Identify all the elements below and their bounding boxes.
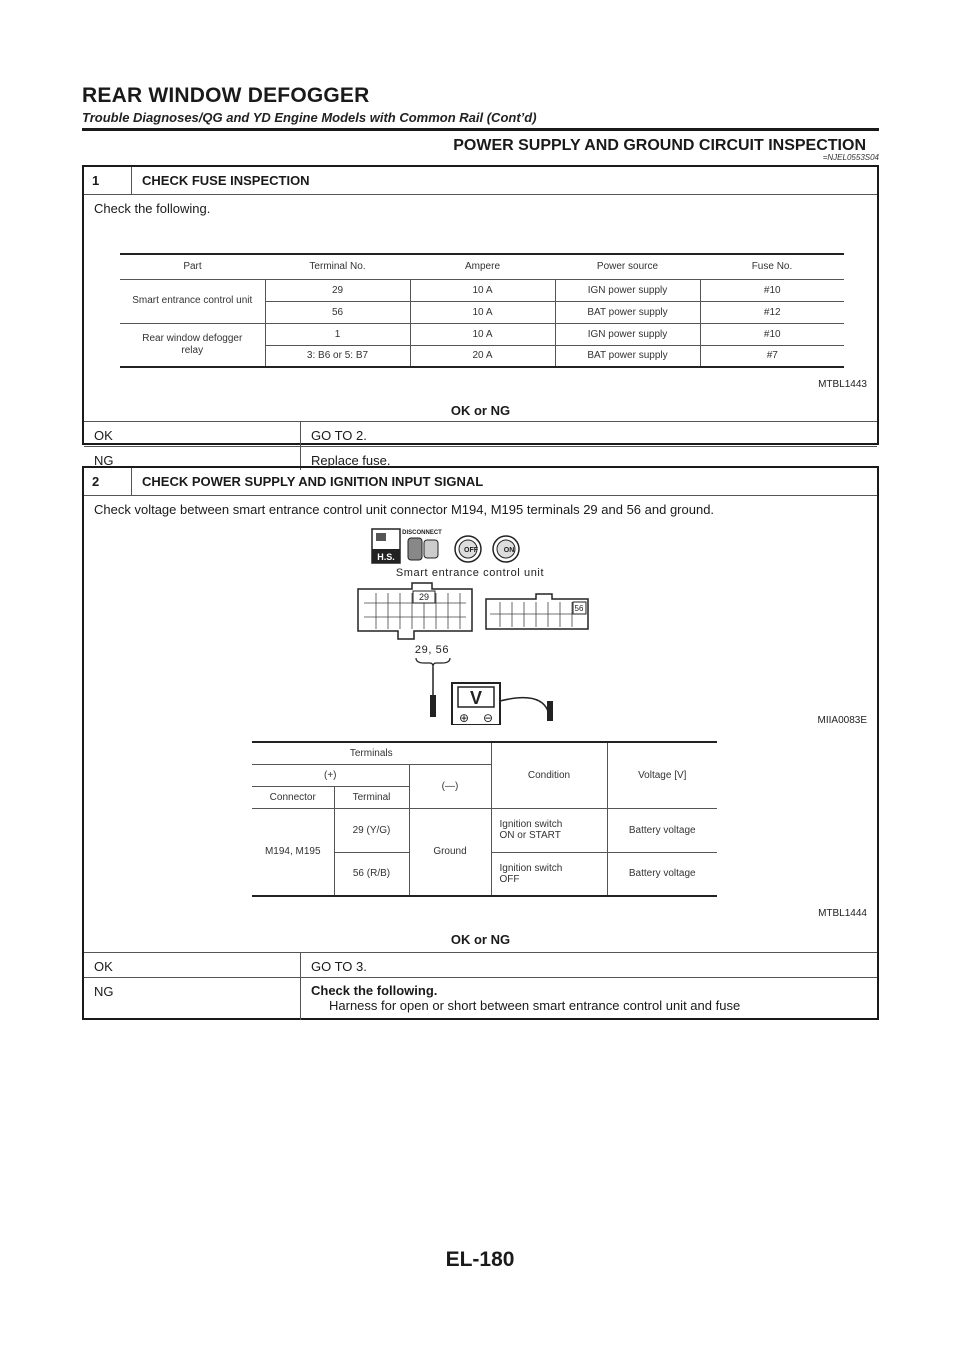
ignition-off-icon	[455, 536, 481, 562]
voltage-table	[252, 741, 717, 897]
pin-56-label: 56	[574, 604, 584, 613]
fuse-table-cell: #10	[700, 323, 844, 345]
fuse-table-cell: #10	[700, 279, 844, 301]
plus-symbol: ⊕	[458, 711, 470, 725]
off-label: OFF	[464, 547, 478, 554]
step-2-body	[84, 495, 877, 952]
condition-line: ON or START	[499, 830, 561, 841]
pin-29-label: 29	[418, 592, 430, 602]
terminal-value: 29 (Y/G)	[334, 808, 409, 852]
figure-code: MIIA0083E	[817, 715, 867, 726]
terminal-header: Terminal	[334, 786, 409, 808]
page-header-subtitle: Trouble Diagnoses/QG and YD Engine Models with Common Rail (Cont’d)	[82, 110, 537, 125]
connector-value: M194, M195	[252, 808, 334, 896]
result-value: GO TO 3.	[311, 959, 367, 974]
fuse-table-header: Power source	[555, 254, 700, 279]
result-row-ng	[84, 977, 877, 1020]
step-1-box	[82, 165, 879, 468]
result-key: OK	[84, 422, 301, 446]
condition-line: Ignition switch	[499, 819, 563, 830]
table-row	[120, 323, 844, 345]
hs-label: H.S.	[377, 552, 395, 562]
fuse-table-header: Ampere	[410, 254, 555, 279]
condition-value	[491, 852, 607, 896]
voltmeter-icon	[452, 683, 500, 725]
page-number: EL-180	[445, 1248, 515, 1271]
minus-symbol: ⊖	[482, 711, 494, 725]
ground-value: Ground	[409, 808, 491, 896]
connector-m194	[358, 583, 472, 639]
condition-value	[491, 808, 607, 852]
fuse-table-cell: IGN power supply	[555, 279, 700, 301]
fuse-table-cell: 3: B6 or 5: B7	[265, 345, 410, 367]
terminals-header: Terminals	[252, 742, 491, 764]
step-2-instruction: Check voltage between smart entrance control unit connector M194, M195 terminals 29 and 56 and ground.	[94, 502, 715, 517]
ng-title: Check the following.	[311, 983, 438, 998]
step-1-header	[84, 167, 877, 194]
disconnect-icon	[402, 530, 442, 560]
table-row	[252, 742, 717, 764]
page-header-title: REAR WINDOW DEFOGGER	[82, 84, 370, 107]
voltage-value: Battery voltage	[607, 808, 717, 852]
result-key: OK	[84, 953, 301, 977]
result-value: Replace fuse.	[311, 453, 391, 468]
fuse-table-header: Fuse No.	[700, 254, 844, 279]
on-label: ON	[503, 547, 515, 554]
disconnect-label: DISCONNECT	[402, 530, 442, 536]
plus-header: (+)	[252, 764, 409, 786]
fuse-table-header: Part	[120, 254, 265, 279]
condition-line: OFF	[499, 873, 520, 885]
fuse-table-part: Rear window defogger relay	[120, 323, 265, 367]
ng-detail: Harness for open or short between smart entrance control unit and fuse	[329, 998, 741, 1013]
table-row	[252, 808, 717, 852]
step-1-title: CHECK FUSE INSPECTION	[142, 173, 310, 188]
connector-diagram	[354, 525, 594, 725]
fuse-table-cell: IGN power supply	[555, 323, 700, 345]
fuse-table-cell: 10 A	[410, 279, 555, 301]
meter-label: V	[469, 688, 483, 708]
probe-label: 29, 56	[414, 644, 450, 656]
ok-or-ng-label: OK or NG	[450, 403, 511, 418]
header-rule	[82, 128, 879, 131]
connector-m195	[486, 594, 588, 629]
step-1-body	[84, 194, 877, 421]
fuse-table-cell: #7	[700, 345, 844, 367]
result-row-ok	[84, 421, 877, 446]
fuse-table-cell: 10 A	[410, 323, 555, 345]
fuse-table-cell: 1	[265, 323, 410, 345]
result-value: GO TO 2.	[311, 428, 367, 443]
step-2-box	[82, 466, 879, 1020]
step-1-instruction: Check the following.	[94, 201, 211, 216]
section-title: POWER SUPPLY AND GROUND CIRCUIT INSPECTION	[453, 137, 866, 154]
fuse-table-cell: 20 A	[410, 345, 555, 367]
result-row-ok	[84, 952, 877, 977]
condition-header: Condition	[491, 742, 607, 808]
unit-label: Smart entrance control unit	[395, 567, 545, 579]
section-code: =NJEL0553S04	[822, 153, 879, 162]
step-2-title: CHECK POWER SUPPLY AND IGNITION INPUT SIGNAL	[142, 474, 484, 489]
fuse-table-cell: 56	[265, 301, 410, 323]
result-key: NG	[84, 447, 301, 470]
minus-header: (—)	[409, 764, 491, 808]
figure-code: MTBL1443	[818, 379, 867, 390]
fuse-table-cell: BAT power supply	[555, 345, 700, 367]
harness-side-icon	[372, 529, 400, 563]
step-2-number: 2	[84, 468, 132, 495]
ok-or-ng-label: OK or NG	[450, 932, 511, 947]
ignition-on-icon	[493, 536, 519, 562]
voltage-value: Battery voltage	[607, 852, 717, 896]
figure-code: MTBL1444	[818, 908, 867, 919]
fuse-table-cell: BAT power supply	[555, 301, 700, 323]
fuse-table	[120, 253, 844, 368]
voltage-header: Voltage [V]	[607, 742, 717, 808]
result-value	[301, 978, 877, 1019]
result-key: NG	[84, 978, 301, 1020]
fuse-table-header: Terminal No.	[265, 254, 410, 279]
fuse-table-part: Smart entrance control unit	[120, 279, 265, 323]
fuse-table-cell: 10 A	[410, 301, 555, 323]
step-1-number: 1	[84, 167, 132, 194]
connector-header: Connector	[252, 786, 334, 808]
terminal-value: 56 (R/B)	[334, 852, 409, 896]
table-row	[120, 279, 844, 301]
fuse-table-cell: 29	[265, 279, 410, 301]
fuse-table-cell: #12	[700, 301, 844, 323]
step-2-header	[84, 468, 877, 495]
condition-line: Ignition switch	[499, 862, 563, 874]
